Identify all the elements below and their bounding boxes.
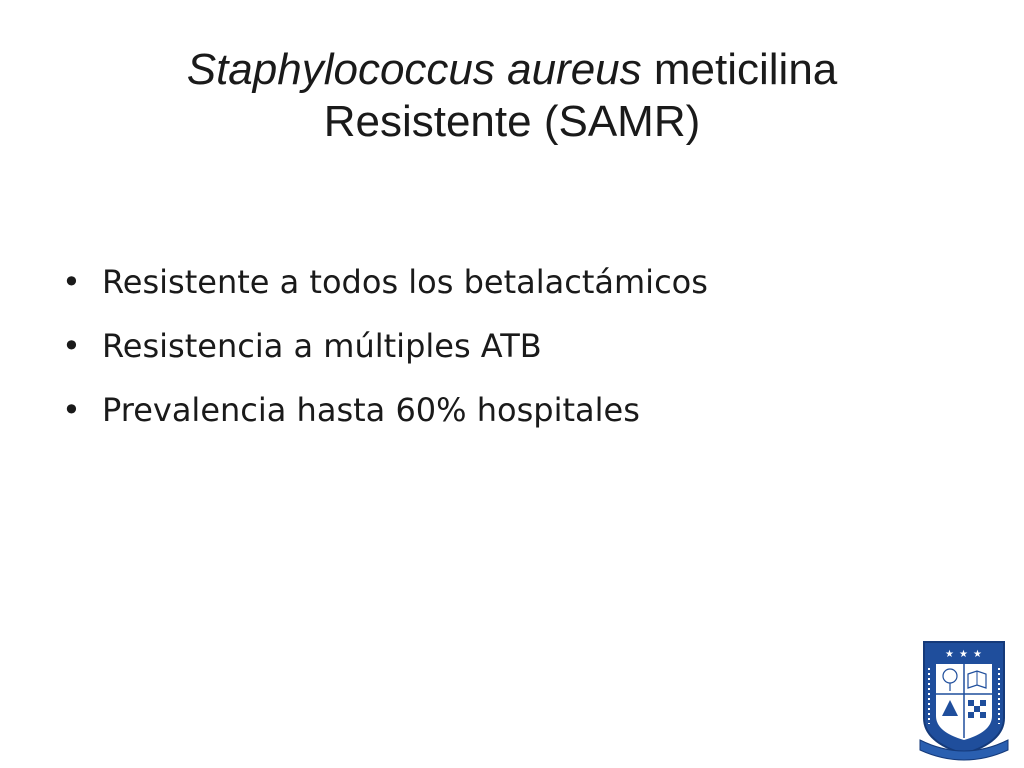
svg-text:★: ★ bbox=[945, 649, 954, 660]
bullet-text: Prevalencia hasta 60% hospitales bbox=[102, 391, 640, 429]
bullet-text: Resistencia a múltiples ATB bbox=[102, 327, 542, 365]
slide-title bbox=[60, 44, 964, 148]
bullet-icon: • bbox=[62, 263, 81, 301]
bullet-item bbox=[60, 250, 708, 314]
bullet-icon: • bbox=[62, 391, 81, 429]
university-logo-icon bbox=[918, 638, 1010, 762]
title-rest: meticilina bbox=[641, 45, 838, 94]
svg-text:★: ★ bbox=[959, 649, 968, 660]
title-line2: Resistente (SAMR) bbox=[323, 97, 701, 146]
svg-text:★: ★ bbox=[973, 649, 982, 660]
bullet-list bbox=[60, 250, 708, 442]
bullet-text: Resistente a todos los betalactámicos bbox=[102, 263, 708, 301]
bullet-icon: • bbox=[62, 327, 81, 365]
title-italic: Staphylococcus aureus bbox=[186, 45, 642, 94]
bullet-item bbox=[60, 314, 708, 378]
bullet-item bbox=[60, 378, 708, 442]
